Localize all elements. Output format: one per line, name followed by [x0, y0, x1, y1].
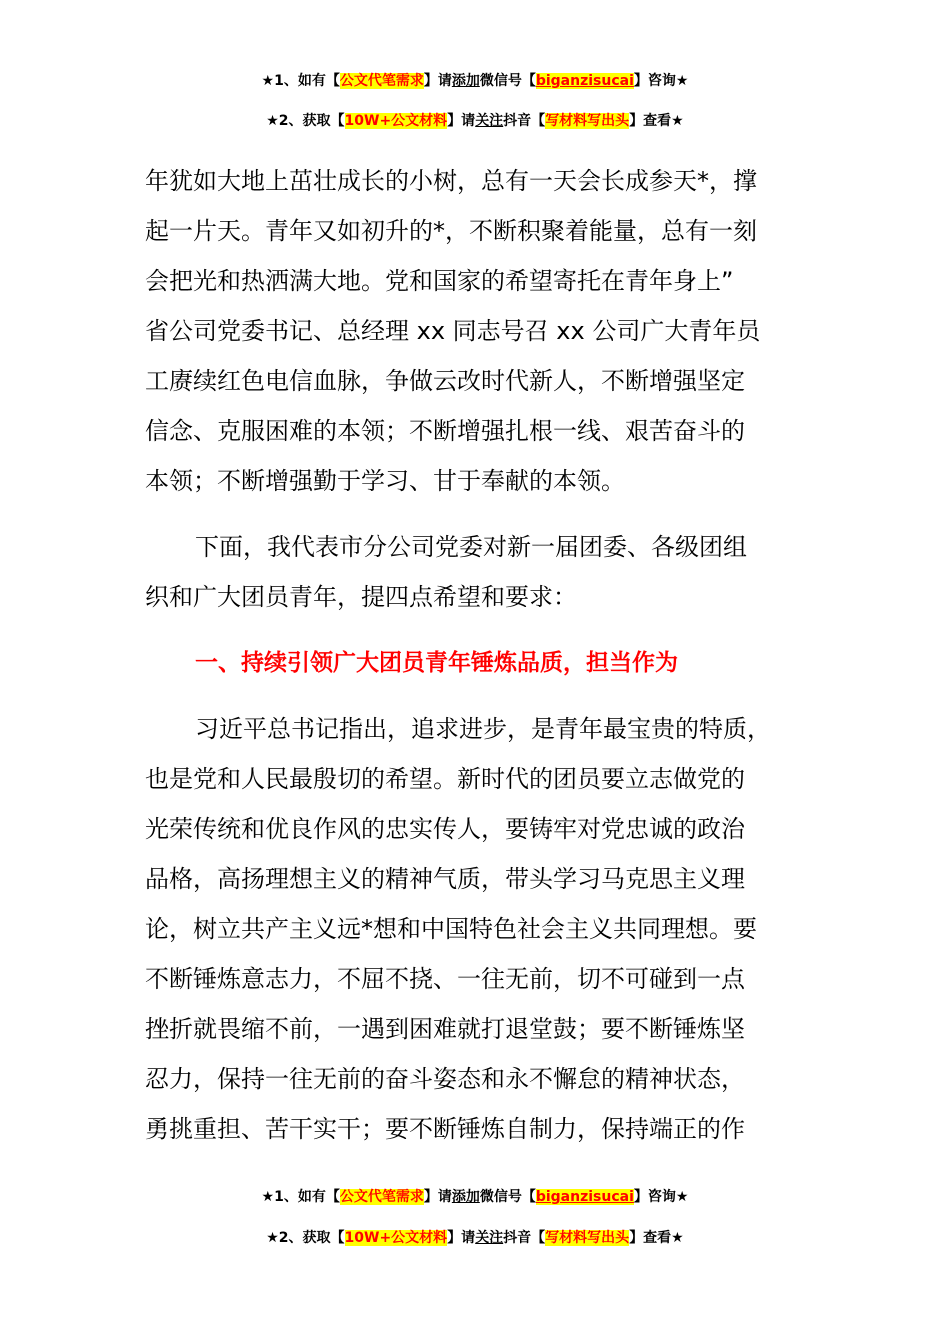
text-line: 起一片天。青年又如初升的*，不断积聚着能量，总有一刻: [145, 217, 757, 245]
wechat-id-link[interactable]: biganzisucai: [535, 73, 634, 89]
body-paragraph-1: [145, 156, 835, 506]
text-line: 论，树立共产主义远*想和中国特色社会主义共同理想。要: [145, 915, 757, 943]
text-line: 勇挑重担、苦干实干；要不断锤炼自制力，保持端正的作: [145, 1115, 745, 1143]
banner-underlined-text: 添加: [451, 1189, 480, 1205]
text-line: 信念、克服困难的本领；不断增强扎根一线、艰苦奋斗的: [145, 417, 745, 445]
banner-text: ★2、获取【: [266, 113, 345, 129]
banner-text: ★2、获取【: [266, 1230, 345, 1246]
banner-text: 】请: [447, 113, 476, 129]
bottom-banner-line-2: [0, 1228, 950, 1248]
text-line: 年犹如大地上茁壮成长的小树，总有一天会长成参天*，撑: [145, 167, 757, 195]
section-heading-1: 一、持续引领广大团员青年锤炼品质，担当作为: [195, 650, 678, 676]
top-banner-line-1: [0, 71, 950, 91]
body-paragraph-2: [145, 522, 835, 622]
text-line: 习近平总书记指出，追求进步，是青年最宝贵的特质，: [195, 715, 771, 743]
body-paragraph-3: [145, 704, 835, 1154]
wechat-id-link[interactable]: biganzisucai: [535, 1189, 634, 1205]
banner-text: 】请: [423, 73, 452, 89]
banner-text: 】请: [447, 1230, 476, 1246]
banner-text: 微信号【: [479, 1189, 536, 1205]
banner-highlight: 写材料写出头: [545, 1230, 630, 1246]
banner-text: 】查看★: [629, 1230, 684, 1246]
banner-highlight: 10W+公文材料: [344, 113, 448, 129]
banner-text: 抖音【: [503, 113, 546, 129]
text-line: 织和广大团员青年，提四点希望和要求：: [145, 583, 577, 611]
top-banner-line-2: [0, 111, 950, 131]
text-line: 不断锤炼意志力，不屈不挠、一往无前，切不可碰到一点: [145, 965, 745, 993]
banner-underlined-text: 关注: [475, 1230, 504, 1246]
banner-text: 微信号【: [479, 73, 536, 89]
banner-text: 】咨询★: [633, 1189, 689, 1205]
text-line: 下面，我代表市分公司党委对新一届团委、各级团组: [195, 533, 747, 561]
banner-text: 】咨询★: [633, 73, 689, 89]
banner-underlined-text: 关注: [475, 113, 504, 129]
bottom-banner-line-1: [0, 1187, 950, 1207]
text-line: 光荣传统和优良作风的忠实传人，要铸牢对党忠诚的政治: [145, 815, 745, 843]
banner-text: 】请: [423, 1189, 452, 1205]
text-line: 省公司党委书记、总经理 xx 同志号召 xx 公司广大青年员: [145, 317, 761, 345]
banner-text: ★1、如有【: [261, 73, 340, 89]
banner-underlined-text: 添加: [451, 73, 480, 89]
banner-highlight: 写材料写出头: [545, 113, 630, 129]
text-line: 工赓续红色电信血脉，争做云改时代新人，不断增强坚定: [145, 367, 745, 395]
text-line: 会把光和热洒满大地。党和国家的希望寄托在青年身上”: [145, 267, 734, 295]
banner-text: 抖音【: [503, 1230, 546, 1246]
banner-text: 】查看★: [629, 113, 684, 129]
banner-highlight: 公文代笔需求: [339, 1189, 424, 1205]
banner-highlight: 10W+公文材料: [344, 1230, 448, 1246]
banner-text: ★1、如有【: [261, 1189, 340, 1205]
banner-highlight: 公文代笔需求: [339, 73, 424, 89]
text-line: 本领；不断增强勤于学习、甘于奉献的本领。: [145, 467, 625, 495]
text-line: 忍力，保持一往无前的奋斗姿态和永不懈怠的精神状态，: [145, 1065, 745, 1093]
text-line: 挫折就畏缩不前，一遇到困难就打退堂鼓；要不断锤炼坚: [145, 1015, 745, 1043]
text-line: 品格，高扬理想主义的精神气质，带头学习马克思主义理: [145, 865, 745, 893]
text-line: 也是党和人民最殷切的希望。新时代的团员要立志做党的: [145, 765, 745, 793]
